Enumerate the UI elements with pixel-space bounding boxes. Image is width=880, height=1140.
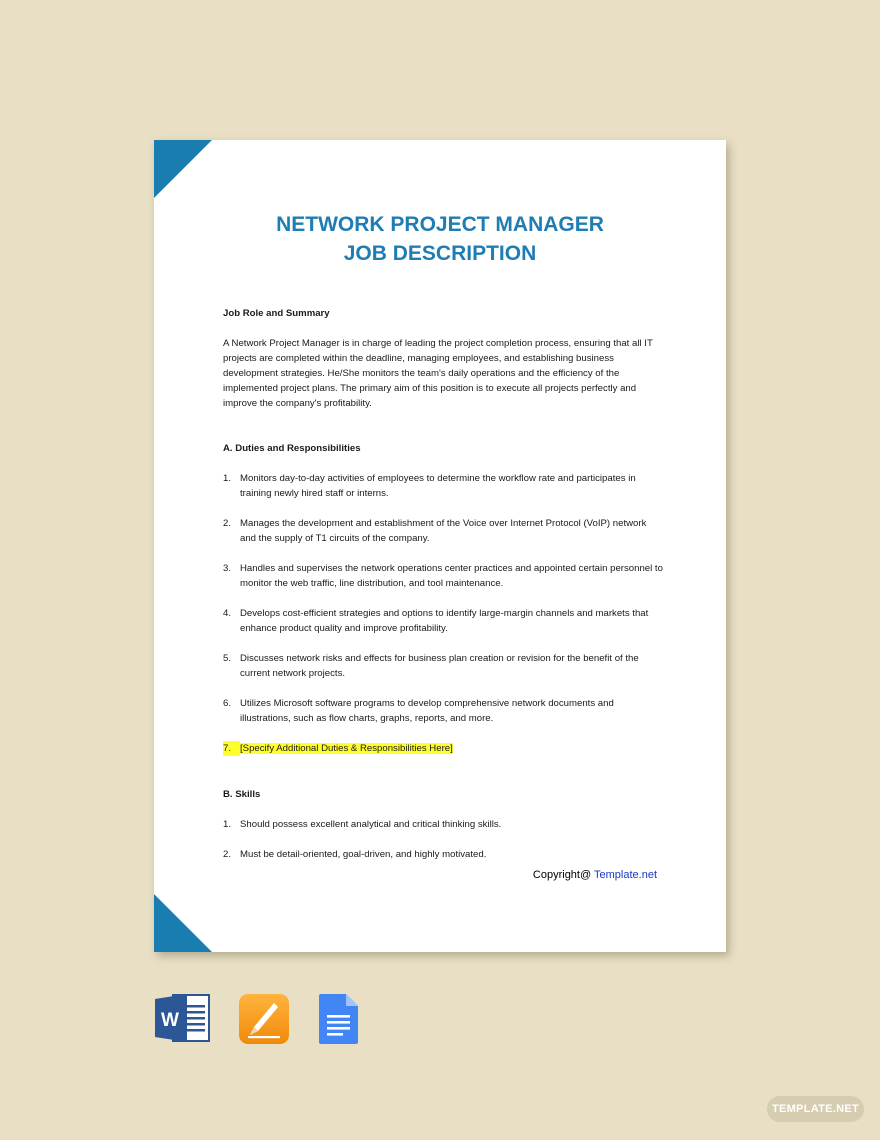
- list-text: Discusses network risks and effects for business plan creation or revision for the benefit of the current network projects.: [240, 653, 639, 679]
- document-body: [223, 306, 663, 862]
- list-text: Handles and supervises the network operations center practices and appointed certain personnel to monitor the web traffic, line distribution, and tool maintenance.: [240, 563, 663, 589]
- list-item: [223, 471, 663, 501]
- copyright-label: Copyright@: [532, 869, 592, 881]
- list-item: [223, 696, 663, 726]
- duties-list: [223, 471, 663, 756]
- list-text: Must be detail-oriented, goal-driven, and highly motivated.: [240, 849, 487, 860]
- list-number: 7.: [223, 741, 240, 756]
- list-item-placeholder: [223, 741, 663, 756]
- copyright-link[interactable]: Template.net: [594, 869, 657, 881]
- title-line-1: NETWORK PROJECT MANAGER: [276, 213, 604, 236]
- list-item: [223, 606, 663, 636]
- watermark-badge: TEMPLATE.NET: [767, 1096, 864, 1122]
- duties-heading: A. Duties and Responsibilities: [223, 443, 361, 454]
- list-text: Manages the development and establishment of the Voice over Internet Protocol (VoIP) network and the supply of T1 circuits of the company.: [240, 518, 647, 544]
- summary-paragraph: A Network Project Manager is in charge of leading the project completion process, ensuring that all IT projects are completed within the deadline, managing employees, and establishing business development strategies. He/She monitors the team's daily operations and the efficiency of the implemented project plans. The primary aim of this position is to execute all projects perfectly and improve the company's profitability.: [223, 338, 653, 409]
- list-number: 1.: [223, 819, 232, 830]
- list-text: Monitors day-to-day activities of employees to determine the workflow rate and participates in training newly hired staff or interns.: [240, 473, 636, 499]
- list-number: 2.: [223, 849, 232, 860]
- svg-text:W: W: [161, 1010, 179, 1031]
- document-title: [154, 210, 726, 268]
- summary-heading: Job Role and Summary: [223, 308, 330, 319]
- skills-heading: B. Skills: [223, 789, 261, 800]
- list-number: 5.: [223, 653, 232, 664]
- list-text: Develops cost-efficient strategies and options to identify large-margin channels and markets that enhance product quality and improve profitability.: [240, 608, 649, 634]
- document-page: [154, 140, 726, 952]
- list-text: Should possess excellent analytical and critical thinking skills.: [240, 819, 502, 830]
- list-item: [223, 516, 663, 546]
- list-number: 4.: [223, 608, 232, 619]
- list-number: 3.: [223, 563, 232, 574]
- list-item: [223, 651, 663, 681]
- title-line-2: JOB DESCRIPTION: [343, 242, 537, 265]
- word-icon[interactable]: [155, 993, 211, 1048]
- list-number: 2.: [223, 518, 232, 529]
- corner-decoration-top: [154, 140, 212, 198]
- skills-list: [223, 817, 663, 862]
- copyright-notice: [533, 869, 657, 881]
- google-docs-icon[interactable]: [318, 993, 360, 1050]
- list-number: 1.: [223, 473, 232, 484]
- corner-decoration-bottom: [154, 894, 212, 952]
- list-number: 6.: [223, 698, 232, 709]
- list-item: [223, 817, 663, 832]
- list-text: Utilizes Microsoft software programs to develop comprehensive network documents and illustrations, such as flow charts, graphs, reports, and more.: [240, 698, 614, 724]
- pages-icon[interactable]: [238, 993, 290, 1050]
- list-item: [223, 561, 663, 591]
- list-item: [223, 847, 663, 862]
- placeholder-text: [Specify Additional Duties & Responsibilities Here]: [240, 743, 453, 754]
